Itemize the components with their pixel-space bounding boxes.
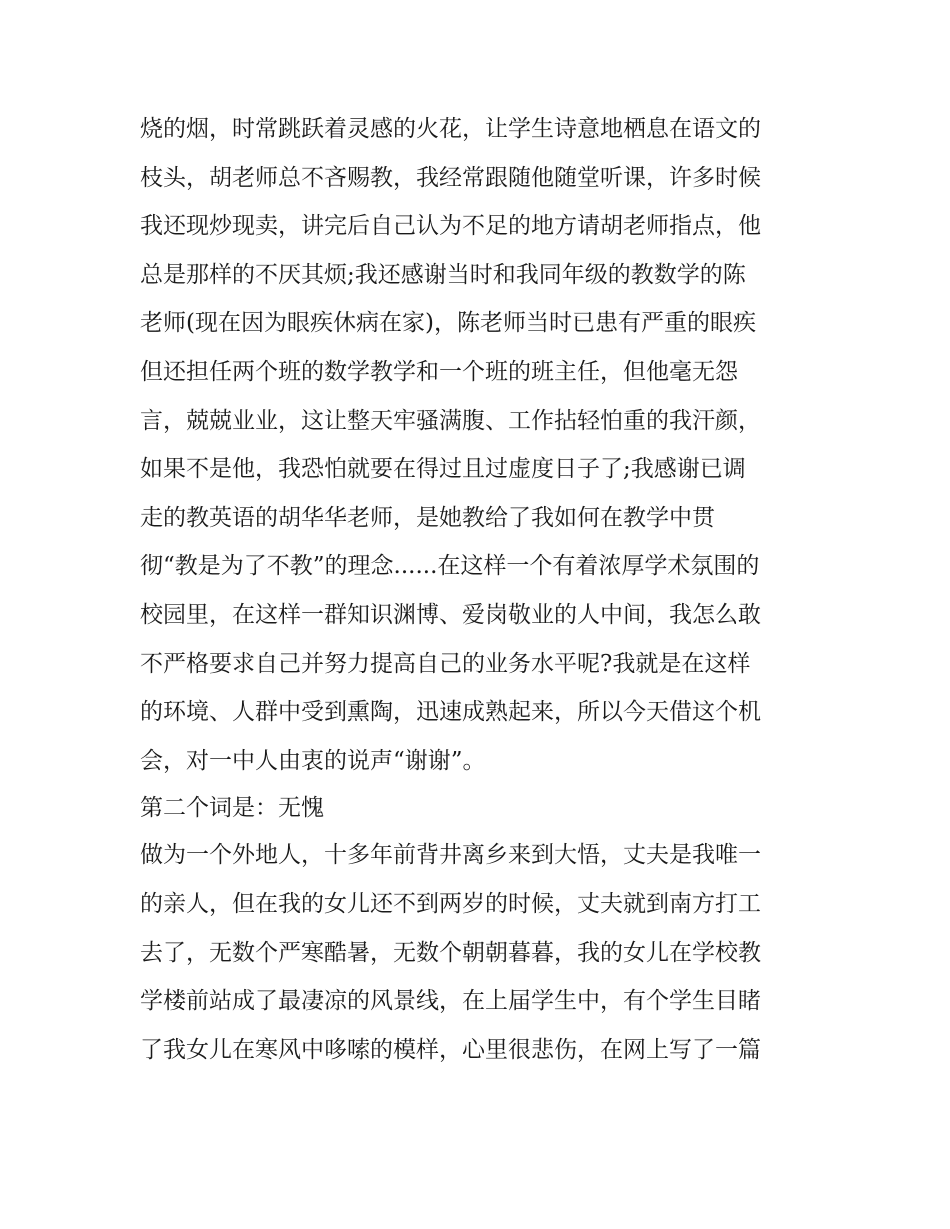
text-line: 的亲人，但在我的女儿还不到两岁的时候，丈夫就到南方打工 [140, 890, 761, 917]
text-line: 了我女儿在寒风中哆嗦的模样，心里很悲伤，在网上写了一篇 [140, 1036, 761, 1063]
text-line: 总是那样的不厌其烦;我还感谢当时和我同年级的教数学的陈 [140, 261, 746, 288]
document-body [140, 105, 820, 1074]
text-line: 去了，无数个严寒酷暑，无数个朝朝暮暮，我的女儿在学校教 [140, 939, 761, 966]
text-line: 烧的烟，时常跳跃着灵感的火花，让学生诗意地栖息在语文的 [140, 116, 761, 142]
text-line: 但还担任两个班的数学教学和一个班的班主任，但他毫无怨 [140, 358, 738, 385]
text-line: 会，对一中人由衷的说声“谢谢”。 [140, 747, 486, 774]
text-line: 的环境、人群中受到熏陶，迅速成熟起来，所以今天借这个机 [140, 699, 761, 726]
text-line: 言，兢兢业业，这让整天牢骚满腹、工作拈轻怕重的我汗颜， [140, 407, 761, 434]
text-line: 校园里，在这样一群知识渊博、爱岗敬业的人中间，我怎么敢 [140, 601, 761, 628]
text-line: 我还现炒现卖，讲完后自己认为不足的地方请胡老师指点，他 [140, 213, 761, 240]
text-line: 做为一个外地人，十多年前背井离乡来到大悟，丈夫是我唯一 [140, 842, 761, 869]
text-line: 彻“教是为了不教”的理念......在这样一个有着浓厚学术氛围的 [140, 553, 760, 580]
section-heading: 第二个词是：无愧 [140, 795, 324, 822]
text-line: 枝头，胡老师总不吝赐教，我经常跟随他随堂听课，许多时候 [140, 164, 761, 191]
text-line: 不严格要求自己并努力提高自己的业务水平呢?我就是在这样 [140, 650, 751, 677]
text-line: 如果不是他，我恐怕就要在得过且过虚度日子了;我感谢已调 [140, 456, 746, 483]
text-line: 老师(现在因为眼疾休病在家)，陈老师当时已患有严重的眼疾 [140, 310, 756, 337]
text-line: 走的教英语的胡华华老师，是她教给了我如何在教学中贯 [140, 504, 715, 531]
text-line: 学楼前站成了最凄凉的风景线，在上届学生中，有个学生目睹 [140, 988, 761, 1015]
